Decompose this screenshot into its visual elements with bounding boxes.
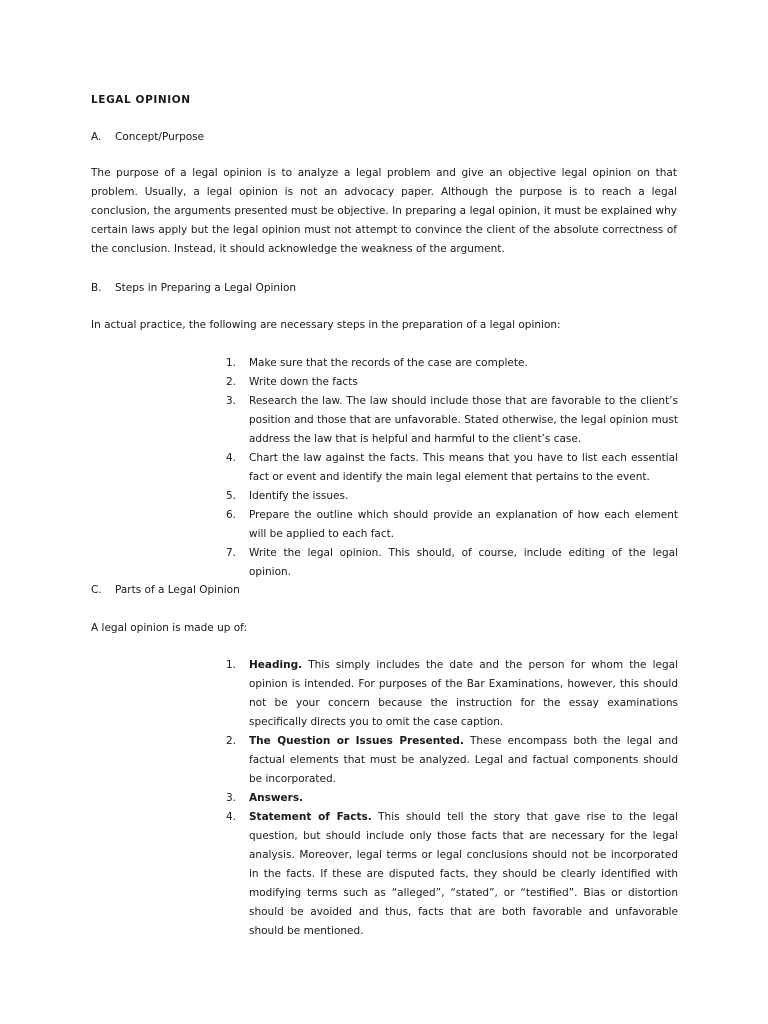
step-number: 7. (226, 547, 237, 559)
section-c-intro: A legal opinion is made up of: (91, 622, 248, 634)
part-number: 1. (226, 659, 237, 671)
step-number: 3. (226, 395, 237, 407)
section-b-letter: B. (91, 282, 102, 294)
step-item (226, 449, 678, 487)
step-text: Identify the issues. (249, 490, 349, 502)
step-item (226, 544, 678, 582)
section-c-letter: C. (91, 584, 102, 596)
part-text: This simply includes the date and the person for whom the legal opinion is intended. For purposes of the Bar Examinations, however, this should not be your concern because the instruction for the essay examinations specifically directs you to omit the case caption. (249, 659, 678, 728)
part-number: 3. (226, 792, 237, 804)
part-label: Statement of Facts. (249, 811, 372, 823)
section-b-intro: In actual practice, the following are necessary steps in the preparation of a legal opinion: (91, 319, 561, 331)
step-text: Research the law. The law should include those that are favorable to the client’s position and those that are unfavorable. Stated otherwise, the legal opinion must address the law that is helpful and harmful to the client’s case. (249, 395, 678, 445)
part-text: This should tell the story that gave rise to the legal question, but should include only those facts that are necessary for the legal analysis. Moreover, legal terms or legal conclusions should not be incorporated in the facts. If these are disputed facts, they should be clearly identified with modifying terms such as “alleged”, “stated”, or “testified”. Bias or distortion should be avoided and thus, facts that are both favorable and unfavorable should be mentioned. (249, 811, 678, 937)
parts-list (226, 656, 678, 941)
part-label: Heading. (249, 659, 303, 671)
step-item (226, 354, 678, 373)
part-item (226, 789, 678, 808)
document-title: LEGAL OPINION (91, 94, 191, 106)
part-item (226, 808, 678, 941)
part-text: These encompass both the legal and factual elements that must be analyzed. Legal and factual components should be incorporated. (249, 735, 679, 785)
part-number: 2. (226, 735, 237, 747)
step-text: Prepare the outline which should provide an explanation of how each element will be applied to each fact. (249, 509, 678, 540)
step-text: Write down the facts (249, 376, 358, 388)
section-a-title: Concept/Purpose (115, 131, 205, 143)
section-c-title: Parts of a Legal Opinion (115, 584, 240, 596)
step-text: Make sure that the records of the case are complete. (249, 357, 528, 369)
section-a-paragraph: The purpose of a legal opinion is to analyze a legal problem and give an objective legal opinion on that problem. Usually, a legal opinion is not an advocacy paper. Although the purpose is to reach a legal conclusion, the arguments presented must be objective. In preparing a legal opinion, it must be explained why certain laws apply but the legal opinion must not attempt to convince the client of the absolute correctness of the conclusion. Instead, it should acknowledge the weakness of the argument. (91, 167, 677, 255)
part-number: 4. (226, 811, 237, 823)
step-number: 1. (226, 357, 237, 369)
step-item (226, 506, 678, 544)
steps-list (226, 354, 678, 582)
step-text: Chart the law against the facts. This means that you have to list each essential fact or event and identify the main legal element that pertains to the event. (249, 452, 678, 483)
part-label: Answers. (249, 792, 304, 804)
section-b-title: Steps in Preparing a Legal Opinion (115, 282, 297, 294)
step-number: 5. (226, 490, 237, 502)
part-item (226, 656, 678, 732)
step-item (226, 373, 678, 392)
step-number: 6. (226, 509, 237, 521)
section-c-heading (91, 584, 240, 596)
step-item (226, 392, 678, 449)
step-number: 2. (226, 376, 237, 388)
part-label: The Question or Issues Presented. (249, 735, 464, 747)
part-item (226, 732, 678, 789)
step-text: Write the legal opinion. This should, of course, include editing of the legal opinion. (249, 547, 678, 578)
section-a-heading (91, 131, 204, 143)
step-item (226, 487, 678, 506)
section-b-heading (91, 282, 296, 294)
section-a-letter: A. (91, 131, 102, 143)
step-number: 4. (226, 452, 237, 464)
